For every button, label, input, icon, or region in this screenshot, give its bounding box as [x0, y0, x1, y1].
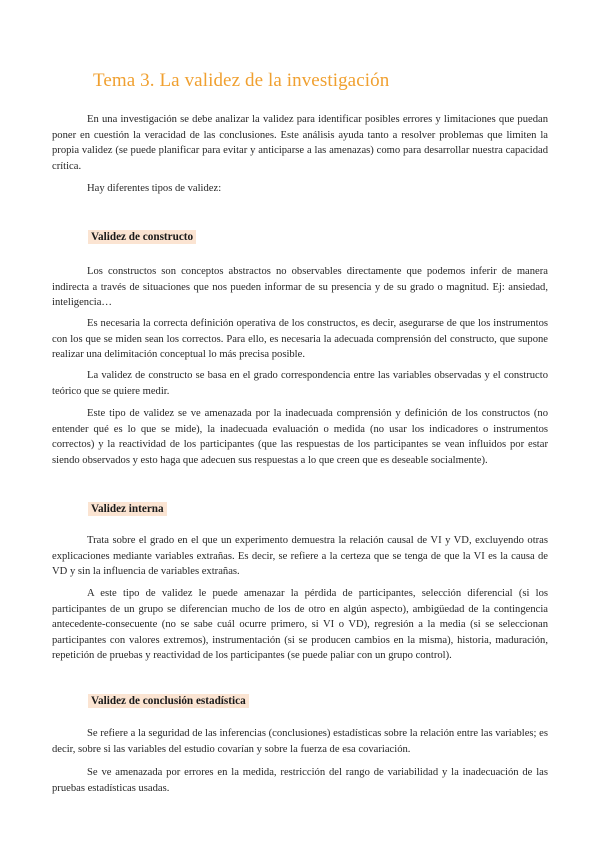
estadistica-paragraph-1: Se refiere a la seguridad de las inferencias (conclusiones) estadísticas sobre la relación entre las variables; es decir, sobre si las variables del estudio covarían y sobre la fuerza de esa covariación. — [52, 728, 548, 755]
intro-paragraph: En una investigación se debe analizar la validez para identificar posibles errores y limitaciones que puedan poner en cuestión la veracidad de las conclusiones. Este análisis ayuda tanto a resolver problemas que limiten la propia validez (se puede planificar para evitar y anticiparse a las amenazas) como para desarrollar nuestra capacidad crítica. — [52, 114, 548, 172]
intro-types-paragraph: Hay diferentes tipos de validez: — [87, 183, 222, 194]
section-heading-constructo: Validez de constructo — [88, 230, 196, 244]
page-title: Tema 3. La validez de la investigación — [93, 70, 390, 91]
constructo-paragraph-2: Es necesaria la correcta definición operativa de los constructos, es decir, asegurarse de que los instrumentos con los que se miden sean los correctos. Para ello, es necesaria la adecuada comprensión del constructo, que supone realizar una delimitación conceptual lo más precisa posible. — [52, 318, 548, 361]
section-heading-interna: Validez interna — [88, 502, 167, 516]
interna-paragraph-2: A este tipo de validez le puede amenazar la pérdida de participantes, selección diferencial (si los participantes de un grupo se diferencian mucho de los de otro en algún aspecto), ambigüedad de la contingencia antecedente-consecuente (no se sabe cuál ocurre primero, si VI o VD), regresión a la media (si se seleccionan participantes con valores extremos), instrumentación (si se producen cambios en la misma), historia, maduración, repetición de pruebas y reactividad de los participantes (se puede paliar con un grupo control). — [52, 588, 548, 662]
interna-paragraph-1: Trata sobre el grado en el que un experimento demuestra la relación causal de VI y VD, excluyendo otras explicaciones mediante variables extrañas. Es decir, se refiere a la certeza que se tenga de que la VI es la causa de VD y sin la influencia de variables extrañas. — [52, 535, 548, 578]
constructo-paragraph-4: Este tipo de validez se ve amenazada por la inadecuada comprensión y definición de los constructos (no entender qué es lo que se mide), la inadecuada evaluación o medida (no usar los indicadores o instrumentos correctos) y la reactividad de los participantes (que las respuestas de los participantes se vean influidos por estar siendo observados y esto haga que adecuen sus respuestas a lo que creen que es deseable socialmente). — [52, 408, 548, 466]
estadistica-paragraph-2: Se ve amenazada por errores en la medida, restricción del rango de variabilidad y la inadecuación de las pruebas estadísticas usadas. — [52, 767, 548, 794]
constructo-paragraph-1: Los constructos son conceptos abstractos no observables directamente que podemos inferir de manera indirecta a través de situaciones que nos pueden informar de su presencia y de su grado o magnitud. Ej: ansiedad, inteligencia… — [52, 266, 548, 309]
section-heading-conclusion-estadistica: Validez de conclusión estadística — [88, 694, 249, 708]
constructo-paragraph-3: La validez de constructo se basa en el grado correspondencia entre las variables observadas y el constructo teórico que se quiere medir. — [52, 370, 548, 397]
